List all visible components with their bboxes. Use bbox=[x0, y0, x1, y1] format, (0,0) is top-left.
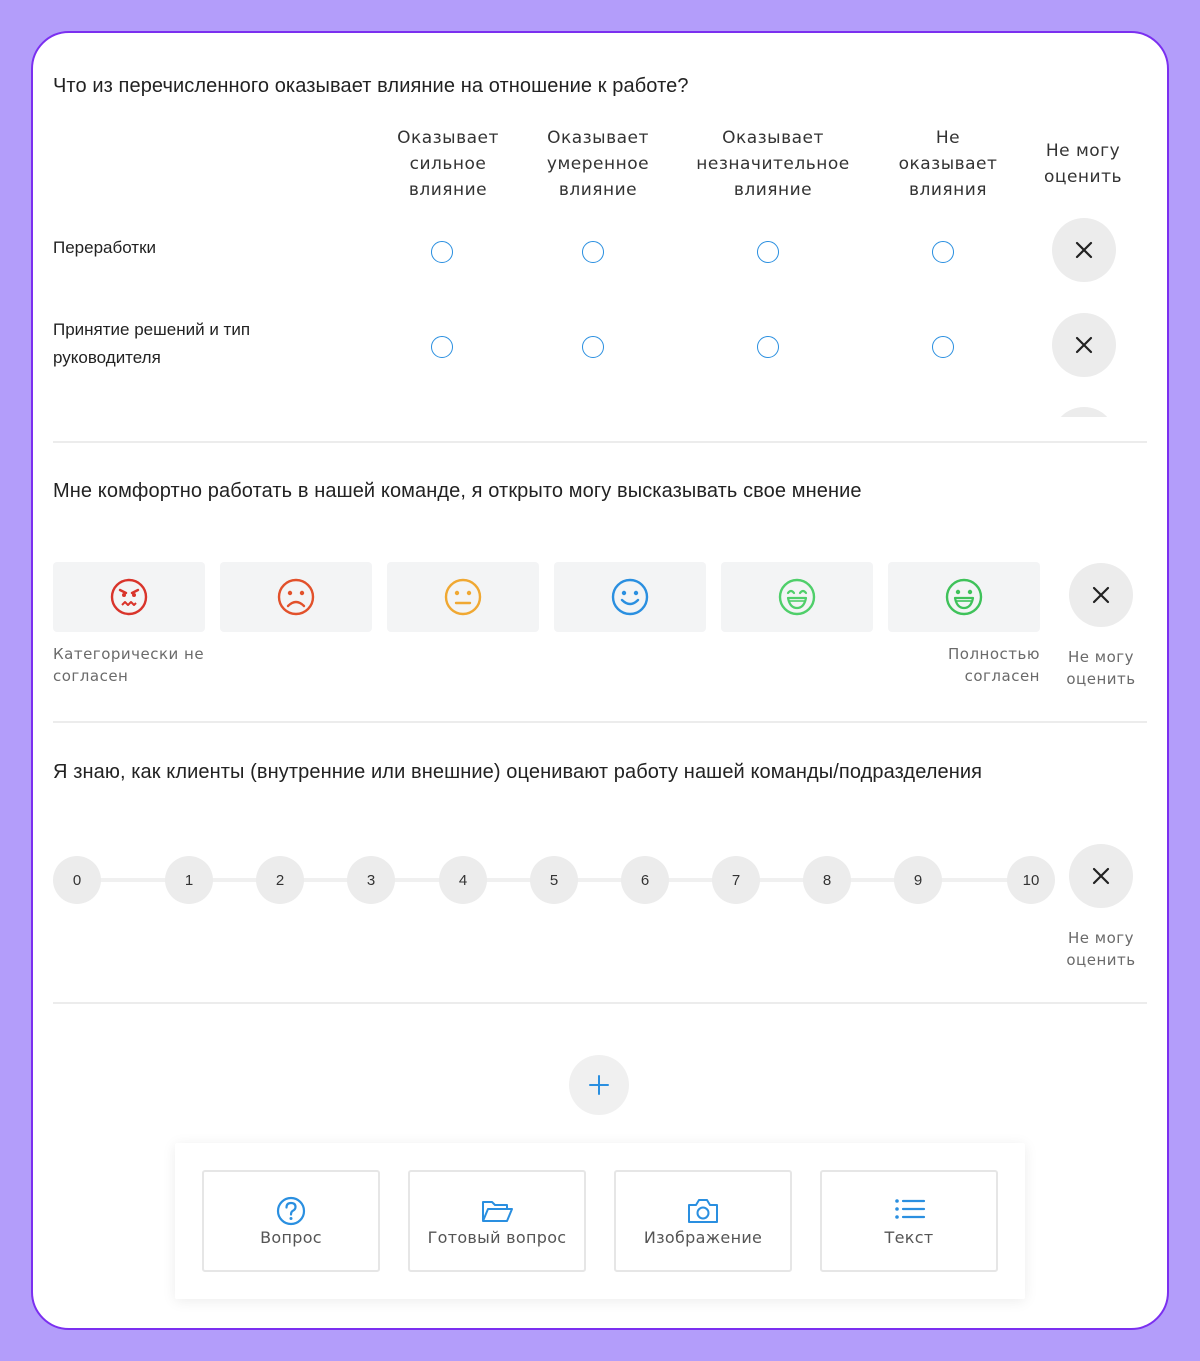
matrix-col-minor: Оказывает незначительное влияние bbox=[696, 128, 850, 200]
add-question-button[interactable] bbox=[202, 1170, 380, 1272]
smiley-high-label: Полностью согласен bbox=[948, 645, 1040, 685]
matrix-row-label-decisions: Принятие решений и тип руководителя bbox=[53, 320, 251, 367]
matrix-radio-decisions-none[interactable] bbox=[932, 336, 954, 358]
close-icon bbox=[1074, 240, 1094, 260]
matrix-row-label-overtime: Переработки bbox=[53, 238, 157, 257]
matrix-col-none: Не оказывает влияния bbox=[898, 128, 998, 200]
list-icon bbox=[892, 1196, 926, 1226]
matrix-question-title: Что из перечисленного оказывает влияние на отношение к работе? bbox=[53, 75, 689, 97]
matrix-cannot-rate-button-overtime[interactable] bbox=[1052, 218, 1116, 282]
nps-option-9[interactable]: 9 bbox=[894, 856, 942, 904]
matrix-col-cannot-rate: Не могу оценить bbox=[1043, 141, 1123, 187]
matrix-col-moderate: Оказывает умеренное влияние bbox=[546, 128, 650, 200]
close-icon bbox=[1091, 585, 1111, 605]
question-circle-icon bbox=[274, 1196, 308, 1226]
close-icon bbox=[1091, 866, 1111, 886]
smiley-option-5[interactable] bbox=[721, 562, 873, 632]
plus-icon bbox=[588, 1074, 610, 1096]
smiley-cannot-rate-button[interactable] bbox=[1069, 563, 1133, 627]
smiley-cannot-rate-label: Не могу оценить bbox=[1066, 648, 1136, 688]
nps-option-4[interactable]: 4 bbox=[439, 856, 487, 904]
add-element-button[interactable] bbox=[569, 1055, 629, 1115]
matrix-next-row-button-peek[interactable] bbox=[1052, 407, 1116, 417]
camera-icon bbox=[686, 1196, 720, 1226]
divider bbox=[53, 1002, 1147, 1004]
nps-option-3[interactable]: 3 bbox=[347, 856, 395, 904]
matrix-radio-decisions-strong[interactable] bbox=[431, 336, 453, 358]
matrix-cannot-rate-button-decisions[interactable] bbox=[1052, 313, 1116, 377]
smiley-low-label: Категорически не согласен bbox=[53, 645, 205, 685]
smiley-option-1[interactable] bbox=[53, 562, 205, 632]
grin-face-icon bbox=[777, 577, 817, 617]
add-text-label: Текст bbox=[884, 1228, 934, 1247]
neutral-face-icon bbox=[443, 577, 483, 617]
nps-cannot-rate-button[interactable] bbox=[1069, 844, 1133, 908]
smiley-option-2[interactable] bbox=[220, 562, 372, 632]
close-icon bbox=[1074, 335, 1094, 355]
sad-face-icon bbox=[276, 577, 316, 617]
furious-face-icon bbox=[109, 577, 149, 617]
survey-card bbox=[31, 31, 1169, 1330]
nps-cannot-rate-label: Не могу оценить bbox=[1066, 929, 1136, 969]
nps-option-6[interactable]: 6 bbox=[621, 856, 669, 904]
add-image-label: Изображение bbox=[643, 1228, 763, 1247]
nps-option-0[interactable]: 0 bbox=[53, 856, 101, 904]
matrix-radio-overtime-moderate[interactable] bbox=[582, 241, 604, 263]
add-ready-question-label: Готовый вопрос bbox=[427, 1228, 567, 1247]
add-question-label: Вопрос bbox=[260, 1228, 322, 1247]
divider bbox=[53, 721, 1147, 723]
add-ready-question-button[interactable] bbox=[408, 1170, 586, 1272]
matrix-radio-overtime-none[interactable] bbox=[932, 241, 954, 263]
folder-open-icon bbox=[480, 1196, 514, 1226]
matrix-radio-decisions-moderate[interactable] bbox=[582, 336, 604, 358]
add-element-panel bbox=[175, 1143, 1025, 1299]
nps-option-8[interactable]: 8 bbox=[803, 856, 851, 904]
divider bbox=[53, 441, 1147, 443]
add-image-button[interactable] bbox=[614, 1170, 792, 1272]
matrix-col-strong: Оказывает сильное влияние bbox=[397, 128, 499, 200]
matrix-radio-overtime-minor[interactable] bbox=[757, 241, 779, 263]
smile-face-icon bbox=[610, 577, 650, 617]
add-text-button[interactable] bbox=[820, 1170, 998, 1272]
nps-option-5[interactable]: 5 bbox=[530, 856, 578, 904]
nps-option-7[interactable]: 7 bbox=[712, 856, 760, 904]
smiley-question-title: Мне комфортно работать в нашей команде, я открыто могу высказывать свое мнение bbox=[53, 480, 862, 502]
smiley-option-4[interactable] bbox=[554, 562, 706, 632]
matrix-radio-decisions-minor[interactable] bbox=[757, 336, 779, 358]
smiley-option-3[interactable] bbox=[387, 562, 539, 632]
matrix-radio-overtime-strong[interactable] bbox=[431, 241, 453, 263]
nps-option-1[interactable]: 1 bbox=[165, 856, 213, 904]
smiley-option-6[interactable] bbox=[888, 562, 1040, 632]
nps-question-title: Я знаю, как клиенты (внутренние или внешние) оценивают работу нашей команды/подразделения bbox=[53, 761, 983, 783]
nps-option-10[interactable]: 10 bbox=[1007, 856, 1055, 904]
big-smile-face-icon bbox=[944, 577, 984, 617]
nps-option-2[interactable]: 2 bbox=[256, 856, 304, 904]
